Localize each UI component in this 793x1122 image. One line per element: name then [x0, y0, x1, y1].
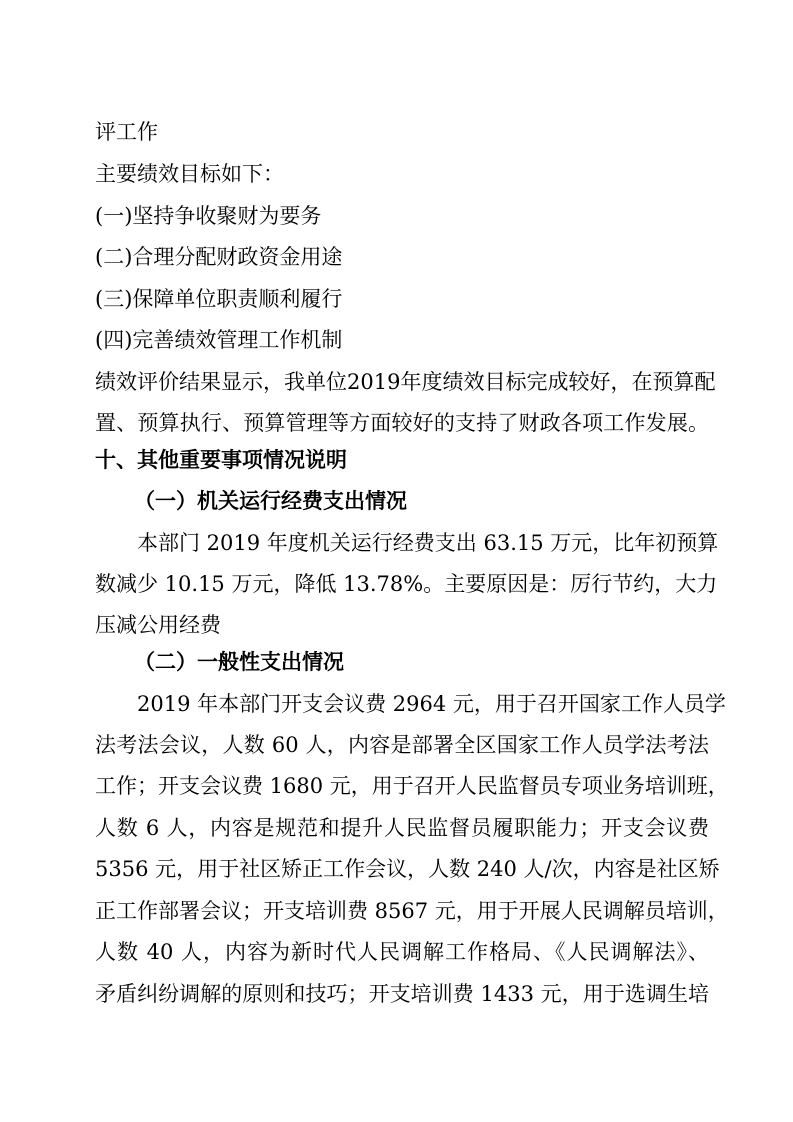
paragraph-line: 置、预算执行、预算管理等方面较好的支持了财政各项工作发展。	[95, 411, 709, 435]
paragraph-line: 正工作部署会议；开支培训费 8567 元，用于开展人民调解员培训，	[95, 899, 729, 923]
text-line: 主要绩效目标如下：	[95, 162, 284, 186]
section-heading: 十、其他重要事项情况说明	[95, 448, 347, 472]
paragraph-line: 本部门 2019 年度机关运行经费支出 63.15 万元，比年初预算	[137, 531, 719, 555]
paragraph-line: 人数 40 人，内容为新时代人民调解工作格局、《人民调解法》、	[95, 940, 709, 964]
paragraph-line: 数减少 10.15 万元，降低 13.78%。主要原因是：厉行节约，大力	[95, 572, 718, 596]
goal-item: (二)合理分配财政资金用途	[95, 245, 343, 269]
paragraph-line: 2019 年本部门开支会议费 2964 元，用于召开国家工作人员学	[137, 692, 726, 716]
subsection-heading: （一）机关运行经费支出情况	[134, 489, 407, 513]
goal-item: (一)坚持争收聚财为要务	[95, 204, 322, 228]
paragraph-line: 矛盾纠纷调解的原则和技巧；开支培训费 1433 元，用于选调生培	[95, 982, 709, 1006]
paragraph-line: 法考法会议，人数 60 人，内容是部署全区国家工作人员学法考法	[95, 733, 709, 757]
paragraph-line: 5356 元，用于社区矫正工作会议，人数 240 人/次，内容是社区矫	[95, 857, 720, 881]
goal-item: (三)保障单位职责顺利履行	[95, 287, 343, 311]
goal-item: (四)完善绩效管理工作机制	[95, 328, 343, 352]
paragraph-line: 人数 6 人，内容是规范和提升人民监督员履职能力；开支会议费	[95, 816, 709, 840]
paragraph-line: 工作；开支会议费 1680 元，用于召开人民监督员专项业务培训班，	[95, 774, 729, 798]
paragraph-line: 压减公用经费	[95, 613, 221, 637]
text-line: 评工作	[95, 120, 158, 144]
subsection-heading: （二）一般性支出情况	[134, 650, 344, 674]
paragraph-line: 绩效评价结果显示，我单位2019年度绩效目标完成较好，在预算配	[95, 370, 716, 394]
